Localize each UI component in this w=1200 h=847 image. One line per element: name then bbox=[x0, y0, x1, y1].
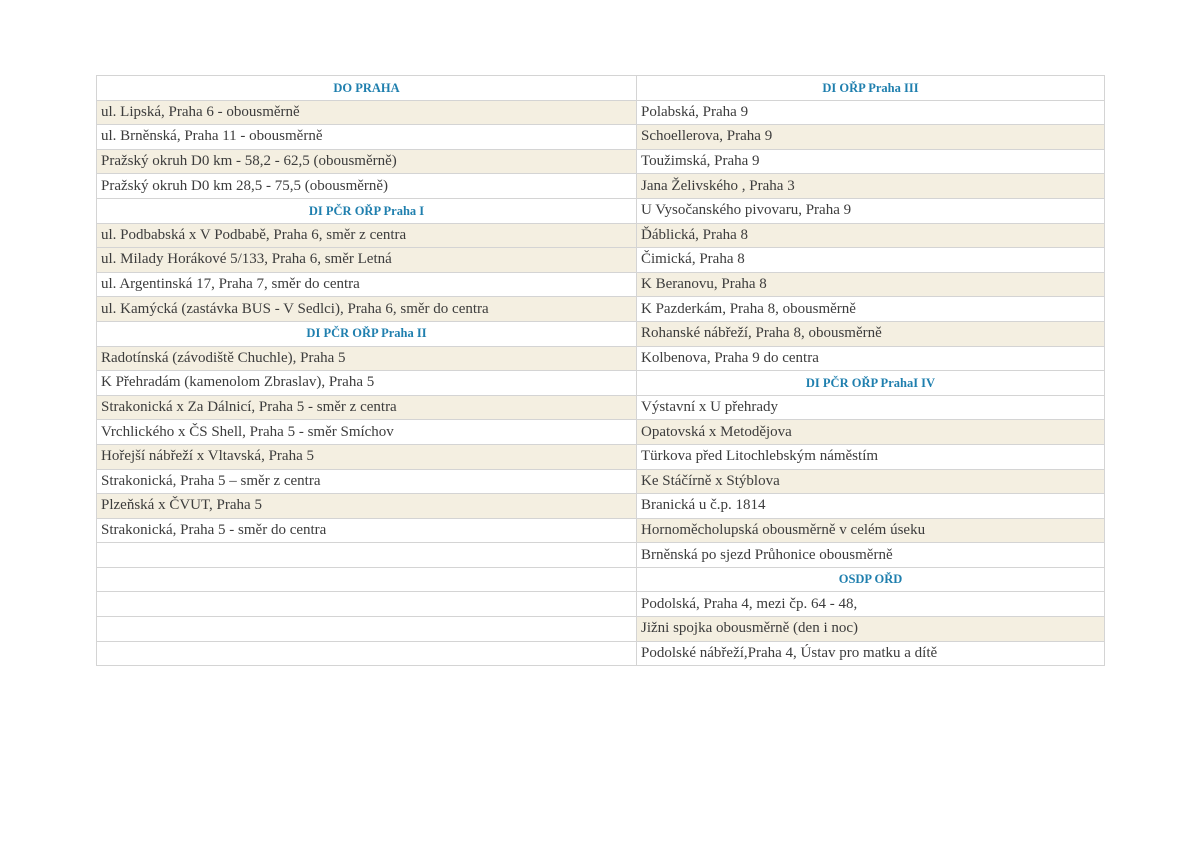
location-cell: Hořejší nábřeží x Vltavská, Praha 5 bbox=[97, 444, 637, 469]
location-cell: Opatovská x Metodějova bbox=[637, 420, 1105, 445]
empty-cell bbox=[97, 543, 637, 568]
location-cell: K Beranovu, Praha 8 bbox=[637, 272, 1105, 297]
location-cell: ul. Kamýcká (zastávka BUS - V Sedlci), Praha 6, směr do centra bbox=[97, 297, 637, 322]
location-cell: ul. Milady Horákové 5/133, Praha 6, směr Letná bbox=[97, 248, 637, 273]
table-row bbox=[97, 469, 1105, 494]
section-header-cell: DI PČR OŘP Praha II bbox=[97, 321, 637, 346]
table-row bbox=[97, 76, 1105, 101]
table-row bbox=[97, 395, 1105, 420]
table-row bbox=[97, 149, 1105, 174]
location-cell: Ke Stáčírně x Stýblova bbox=[637, 469, 1105, 494]
table-row bbox=[97, 125, 1105, 150]
location-cell: Radotínská (závodiště Chuchle), Praha 5 bbox=[97, 346, 637, 371]
table-row bbox=[97, 371, 1105, 396]
table-row bbox=[97, 494, 1105, 519]
section-header-cell: DO PRAHA bbox=[97, 76, 637, 101]
location-cell: Jana Želivského , Praha 3 bbox=[637, 174, 1105, 199]
location-cell: ul. Brněnská, Praha 11 - obousměrně bbox=[97, 125, 637, 150]
table-row bbox=[97, 420, 1105, 445]
location-cell: K Přehradám (kamenolom Zbraslav), Praha 5 bbox=[97, 371, 637, 396]
location-cell: Vrchlického x ČS Shell, Praha 5 - směr Smíchov bbox=[97, 420, 637, 445]
location-cell: Rohanské nábřeží, Praha 8, obousměrně bbox=[637, 321, 1105, 346]
section-header-cell: DI PČR OŘP Praha I bbox=[97, 198, 637, 223]
table-row bbox=[97, 444, 1105, 469]
section-header-cell: OSDP OŘD bbox=[637, 567, 1105, 592]
table-row bbox=[97, 641, 1105, 666]
location-cell: Plzeňská x ČVUT, Praha 5 bbox=[97, 494, 637, 519]
empty-cell bbox=[97, 567, 637, 592]
empty-cell bbox=[97, 641, 637, 666]
empty-cell bbox=[97, 592, 637, 617]
location-cell: Türkova před Litochlebským náměstím bbox=[637, 444, 1105, 469]
location-cell: Kolbenova, Praha 9 do centra bbox=[637, 346, 1105, 371]
locations-table-body bbox=[97, 76, 1105, 666]
section-header-cell: DI OŘP Praha III bbox=[637, 76, 1105, 101]
table-row bbox=[97, 198, 1105, 223]
location-cell: Pražský okruh D0 km 28,5 - 75,5 (obousměrně) bbox=[97, 174, 637, 199]
table-row bbox=[97, 617, 1105, 642]
location-cell: K Pazderkám, Praha 8, obousměrně bbox=[637, 297, 1105, 322]
location-cell: Strakonická, Praha 5 – směr z centra bbox=[97, 469, 637, 494]
table-row bbox=[97, 346, 1105, 371]
location-cell: ul. Podbabská x V Podbabě, Praha 6, směr z centra bbox=[97, 223, 637, 248]
location-cell: Hornoměcholupská obousměrně v celém úseku bbox=[637, 518, 1105, 543]
empty-cell bbox=[97, 617, 637, 642]
location-cell: Podolské nábřeží,Praha 4, Ústav pro matku a dítě bbox=[637, 641, 1105, 666]
location-cell: U Vysočanského pivovaru, Praha 9 bbox=[637, 198, 1105, 223]
table-row bbox=[97, 223, 1105, 248]
locations-table bbox=[96, 75, 1105, 666]
table-row bbox=[97, 518, 1105, 543]
location-cell: Schoellerova, Praha 9 bbox=[637, 125, 1105, 150]
table-row bbox=[97, 297, 1105, 322]
location-cell: Branická u č.p. 1814 bbox=[637, 494, 1105, 519]
table-row bbox=[97, 321, 1105, 346]
location-cell: Výstavní x U přehrady bbox=[637, 395, 1105, 420]
section-header-cell: DI PČR OŘP PrahaI IV bbox=[637, 371, 1105, 396]
table-row bbox=[97, 567, 1105, 592]
location-cell: Strakonická, Praha 5 - směr do centra bbox=[97, 518, 637, 543]
location-cell: Brněnská po sjezd Průhonice obousměrně bbox=[637, 543, 1105, 568]
table-row bbox=[97, 174, 1105, 199]
location-cell: Polabská, Praha 9 bbox=[637, 100, 1105, 125]
location-cell: Ďáblická, Praha 8 bbox=[637, 223, 1105, 248]
location-cell: Podolská, Praha 4, mezi čp. 64 - 48, bbox=[637, 592, 1105, 617]
location-cell: Čimická, Praha 8 bbox=[637, 248, 1105, 273]
location-cell: Toužimská, Praha 9 bbox=[637, 149, 1105, 174]
table-row bbox=[97, 100, 1105, 125]
location-cell: Pražský okruh D0 km - 58,2 - 62,5 (obousměrně) bbox=[97, 149, 637, 174]
location-cell: ul. Argentinská 17, Praha 7, směr do centra bbox=[97, 272, 637, 297]
table-row bbox=[97, 248, 1105, 273]
location-cell: ul. Lipská, Praha 6 - obousměrně bbox=[97, 100, 637, 125]
location-cell: Strakonická x Za Dálnicí, Praha 5 - směr z centra bbox=[97, 395, 637, 420]
table-row bbox=[97, 592, 1105, 617]
table-row bbox=[97, 543, 1105, 568]
table-row bbox=[97, 272, 1105, 297]
location-cell: Jižni spojka obousměrně (den i noc) bbox=[637, 617, 1105, 642]
